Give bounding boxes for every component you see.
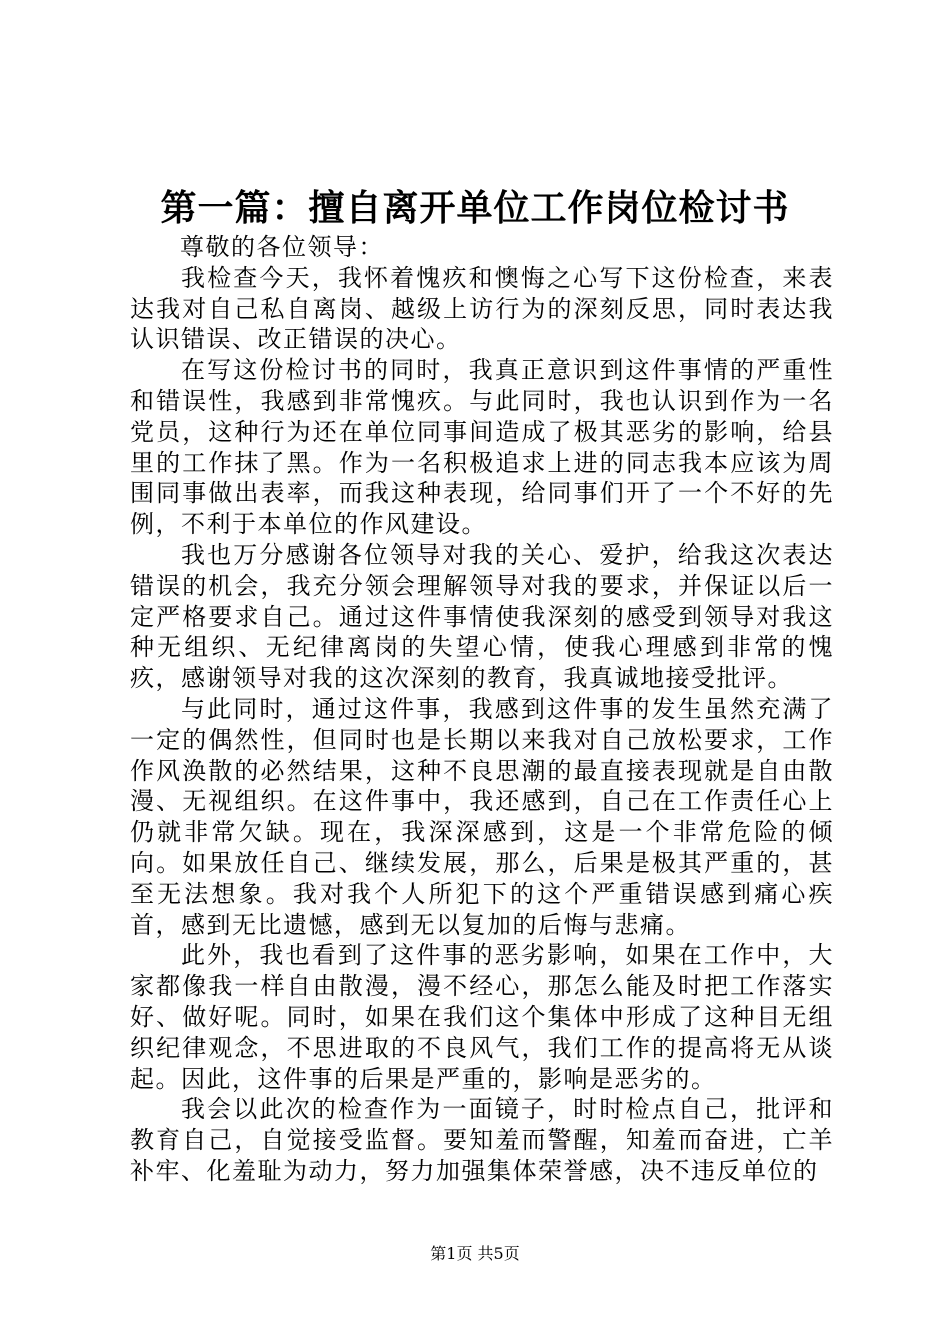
document-title: 第一篇：擅自离开单位工作岗位检讨书 — [160, 187, 790, 229]
paragraph-6: 我会以此次的检查作为一面镜子，时时检点自己，批评和教育自己，自觉接受监督。要知羞而警醒，知羞而奋进，亡羊补牢、化羞耻为动力，努力加强集体荣誉感，决不违反单位的 — [130, 1095, 834, 1185]
salutation: 尊敬的各位领导： — [180, 233, 384, 261]
paragraph-5: 此外，我也看到了这件事的恶劣影响，如果在工作中，大家都像我一样自由散漫，漫不经心，那怎么能及时把工作落实好、做好呢。同时，如果在我们这个集体中形成了这种目无组织纪律观念，不思进取的不良风气，我们工作的提高将无从谈起。因此，这件事的后果是严重的，影响是恶劣的。 — [130, 941, 834, 1093]
paragraph-1: 我检查今天，我怀着愧疚和懊悔之心写下这份检查，来表达我对自己私自离岗、越级上访行为的深刻反思，同时表达我认识错误、改正错误的决心。 — [130, 263, 834, 354]
page-footer: 第1页 共5页 — [430, 1244, 520, 1263]
paragraph-3: 我也万分感谢各位领导对我的关心、爱护，给我这次表达错误的机会，我充分领会理解领导对我的要求，并保证以后一定严格要求自己。通过这件事情使我深刻的感受到领导对我这种无组织、无纪律离岗的失望心情，使我心理感到非常的愧疚，感谢领导对我的这次深刻的教育，我真诚地接受批评。 — [130, 540, 834, 693]
document-body — [130, 232, 834, 1187]
paragraph-4: 与此同时，通过这件事，我感到这件事的发生虽然充满了一定的偶然性，但同时也是长期以来我对自己放松要求，工作作风涣散的必然结果，这种不良思潮的最直接表现就是自由散漫、无视组织。在这件事中，我还感到，自己在工作责任心上仍就非常欠缺。现在，我深深感到，这是一个非常危险的倾向。如果放任自己、继续发展，那么，后果是极其严重的，甚至无法想象。我对我个人所犯下的这个严重错误感到痛心疾首，感到无比遗憾，感到无以复加的后悔与悲痛。 — [130, 694, 834, 939]
paragraph-2: 在写这份检讨书的同时，我真正意识到这件事情的严重性和错误性，我感到非常愧疚。与此同时，我也认识到作为一名党员，这种行为还在单位同事间造成了极其恶劣的影响，给县里的工作抹了黑。作为一名积极追求上进的同志我本应该为周围同事做出表率，而我这种表现，给同事们开了一个不好的先例，不利于本单位的作风建设。 — [130, 356, 834, 539]
